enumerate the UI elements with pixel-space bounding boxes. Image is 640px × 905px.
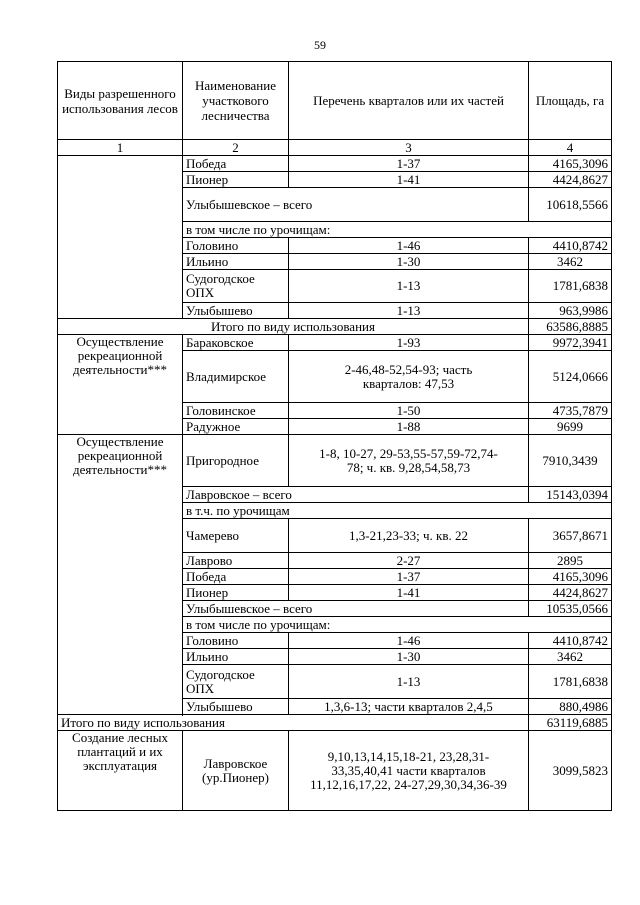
tract-name: Чамерево [183,519,289,553]
quarters: 1-30 [289,254,529,270]
area: 3657,8671 [529,519,612,553]
area: 2895 [529,553,612,569]
area: 10618,5566 [529,188,612,222]
area: 4410,8742 [529,633,612,649]
use-type-cell-empty [58,156,183,319]
header-area: Площадь, га [529,62,612,140]
forestry-total-label: Улыбышевское – всего [183,188,529,222]
area: 5124,0666 [529,351,612,403]
area: 4410,8742 [529,238,612,254]
forestry-name: Пригородное [183,435,289,487]
quarters: 1-41 [289,585,529,601]
area: 4424,8627 [529,585,612,601]
area: 9972,3941 [529,335,612,351]
quarters: 1-88 [289,419,529,435]
tract-name: Ильино [183,649,289,665]
summary-label: Итого по виду использования [58,715,529,731]
area: 4165,3096 [529,569,612,585]
tract-name: Пионер [183,585,289,601]
quarters: 1-37 [289,156,529,172]
including-tracts-label: в том числе по урочищам: [183,222,612,238]
area: 3462 [529,649,612,665]
column-number-row [58,140,612,156]
summary-label: Итого по виду использования [58,319,529,335]
area: 880,4986 [529,699,612,715]
tract-name: Ильино [183,254,289,270]
area: 963,9986 [529,303,612,319]
quarters: 1,3,6-13; части кварталов 2,4,5 [289,699,529,715]
header-quarters-list: Перечень кварталов или их частей [289,62,529,140]
quarters: 1-46 [289,238,529,254]
use-type: Осуществление рекреационной деятельности*** [58,435,183,715]
tract-name: Судогодское ОПХ [183,270,289,303]
column-number: 1 [58,140,183,156]
quarters: 1,3-21,23-33; ч. кв. 22 [289,519,529,553]
quarters: 1-13 [289,270,529,303]
area: 1781,6838 [529,665,612,699]
forestry-name: Пионер [183,172,289,188]
forestry-total-label: Лавровское – всего [183,487,529,503]
quarters: 1-93 [289,335,529,351]
header-forestry-name: Наименование участкового лесничества [183,62,289,140]
quarters: 1-30 [289,649,529,665]
forestry-name: Головинское [183,403,289,419]
quarters: 1-13 [289,303,529,319]
area: 9699 [529,419,612,435]
quarters: 1-50 [289,403,529,419]
forestry-name: Радужное [183,419,289,435]
quarters: 2-27 [289,553,529,569]
summary-row [58,715,612,731]
tract-name: Улыбышево [183,699,289,715]
quarters: 1-13 [289,665,529,699]
area: 10535,0566 [529,601,612,617]
summary-area: 63586,8885 [529,319,612,335]
quarters: 9,10,13,14,15,18-21, 23,28,31-33,35,40,41 части кварталов 11,12,16,17,22, 24-27,29,30,34,36-39 [289,731,529,811]
tract-name: Победа [183,569,289,585]
forestry-name: Лавровское (ур.Пионер) [183,731,289,811]
summary-area: 63119,6885 [529,715,612,731]
including-tracts-label: в том числе по урочищам: [183,617,612,633]
page-number: 59 [314,38,326,52]
quarters: 1-8, 10-27, 29-53,55-57,59-72,74-78; ч. кв. 9,28,54,58,73 [289,435,529,487]
table-row [58,731,612,811]
quarters: 1-46 [289,633,529,649]
forestry-name: Победа [183,156,289,172]
quarters: 2-46,48-52,54-93; часть кварталов: 47,53 [289,351,529,403]
table-row [58,156,612,172]
forestry-name: Бараковское [183,335,289,351]
area: 4735,7879 [529,403,612,419]
table-row [58,435,612,487]
tract-name: Головино [183,633,289,649]
tract-name: Лаврово [183,553,289,569]
column-number: 4 [529,140,612,156]
quarters: 1-41 [289,172,529,188]
column-number: 2 [183,140,289,156]
area: 1781,6838 [529,270,612,303]
table-row [58,335,612,351]
area: 7910,3439 [529,435,612,487]
use-type: Создание лесных плантаций и их эксплуатация [58,731,183,811]
column-number: 3 [289,140,529,156]
area: 15143,0394 [529,487,612,503]
tract-name: Улыбышево [183,303,289,319]
header-use-type: Виды разрешенного использования лесов [58,62,183,140]
tract-name: Головино [183,238,289,254]
including-tracts-label: в т.ч. по урочищам [183,503,612,519]
forestry-total-label: Улыбышевское – всего [183,601,529,617]
forestry-name: Владимирское [183,351,289,403]
area: 4165,3096 [529,156,612,172]
quarters: 1-37 [289,569,529,585]
tract-name: Судогодское ОПХ [183,665,289,699]
area: 3462 [529,254,612,270]
forest-use-table [57,61,612,811]
use-type: Осуществление рекреационной деятельности*** [58,335,183,435]
area: 3099,5823 [529,731,612,811]
area: 4424,8627 [529,172,612,188]
summary-row [58,319,612,335]
header-row [58,62,612,140]
